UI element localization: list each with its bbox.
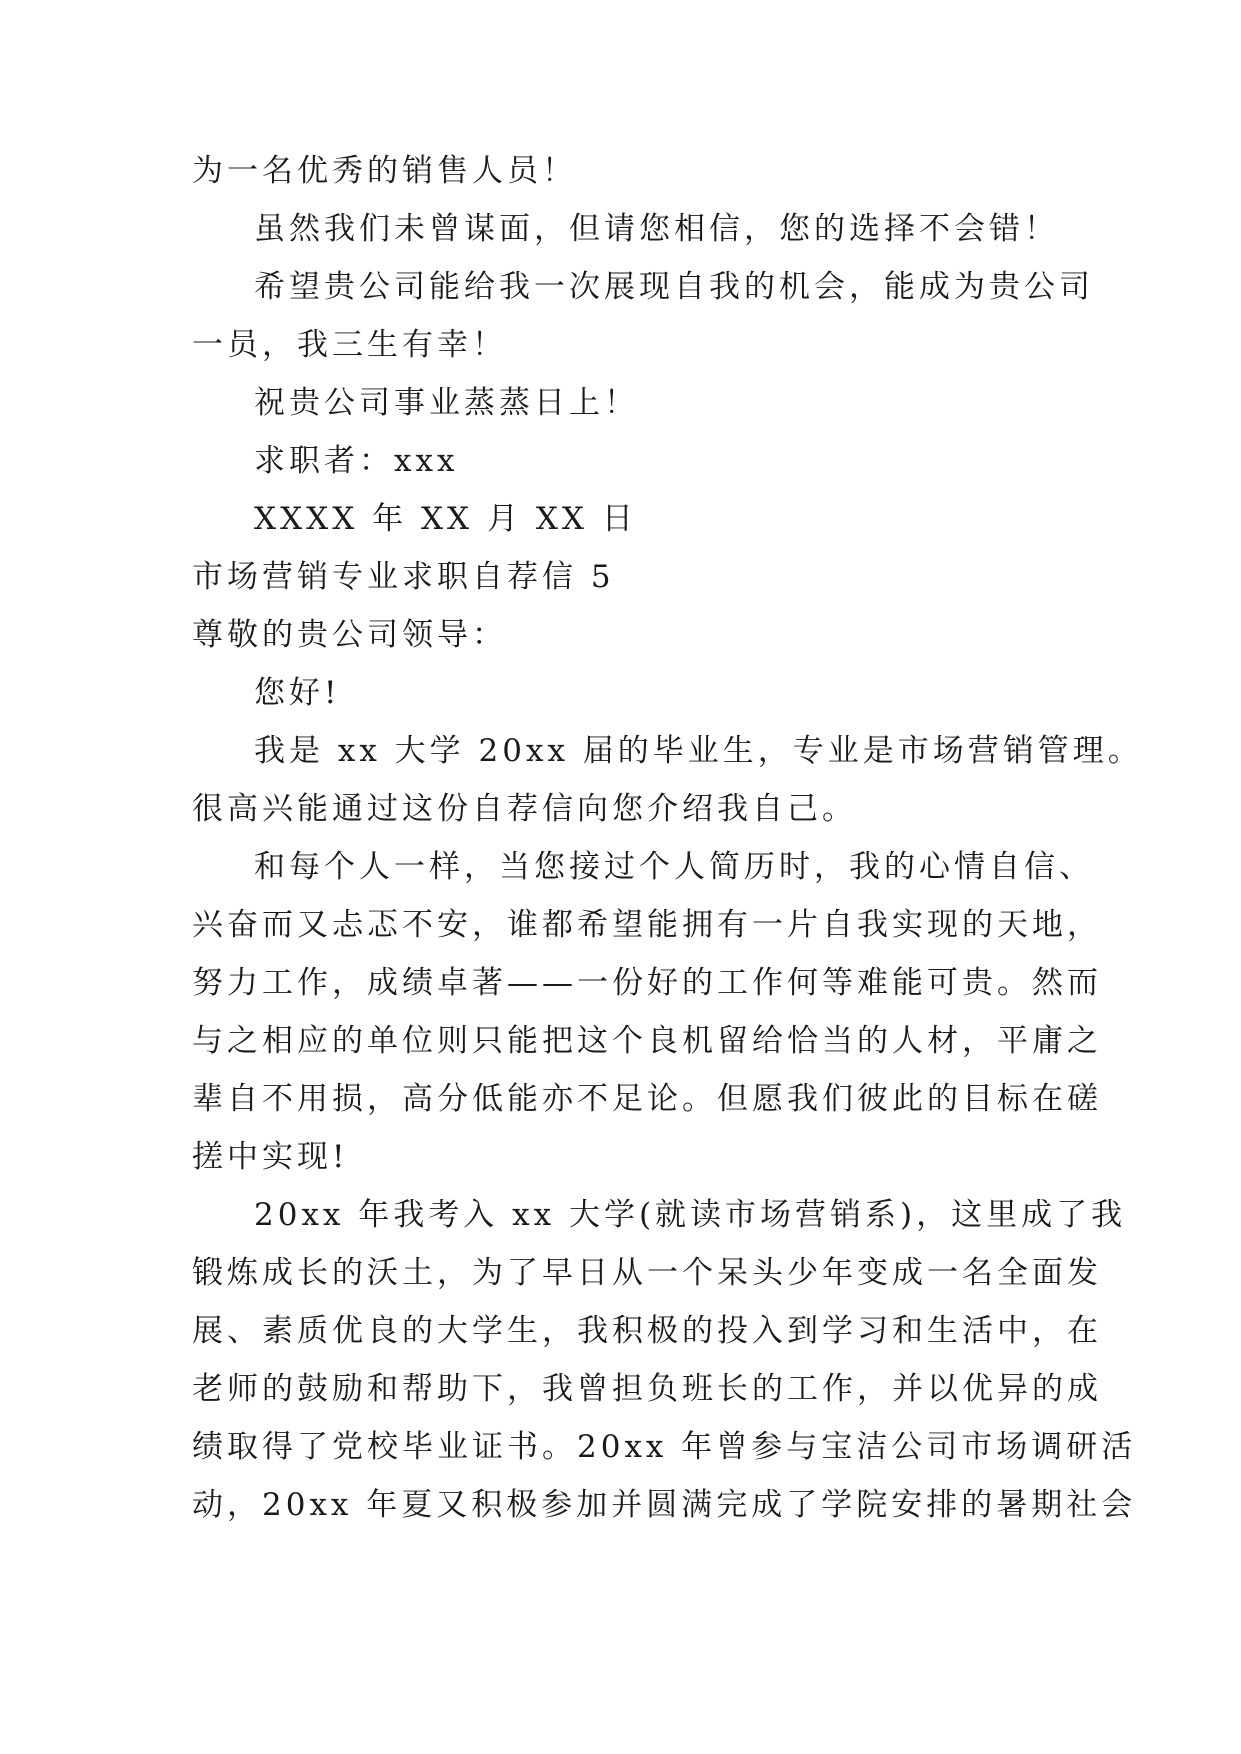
paragraph-line: 与之相应的单位则只能把这个良机留给恰当的人材，平庸之 — [192, 1023, 1102, 1059]
paragraph-line: 为一名优秀的销售人员！ — [192, 153, 577, 189]
section-title: 市场营销专业求职自荐信 5 — [192, 559, 615, 595]
closing-wish: 祝贵公司事业蒸蒸日上！ — [254, 385, 639, 421]
paragraph-line: 搓中实现! — [192, 1139, 349, 1175]
paragraph-line: 我是 xx 大学 20xx 届的毕业生，专业是市场营销管理。 — [254, 733, 1143, 769]
paragraph-line: 一员，我三生有幸！ — [192, 327, 507, 363]
paragraph-line: 很高兴能通过这份自荐信向您介绍我自己。 — [192, 791, 857, 827]
paragraph-line: 和每个人一样，当您接过个人简历时，我的心情自信、 — [254, 849, 1094, 885]
paragraph-line: 努力工作，成绩卓著——一份好的工作何等难能可贵。然而 — [192, 965, 1102, 1001]
paragraph-line: 辈自不用损，高分低能亦不足论。但愿我们彼此的目标在磋 — [192, 1081, 1102, 1117]
salutation: 尊敬的贵公司领导： — [192, 617, 507, 653]
paragraph-line: 兴奋而又忐忑不安，谁都希望能拥有一片自我实现的天地， — [192, 907, 1102, 943]
paragraph-line: 20xx 年我考入 xx 大学(就读市场营销系)，这里成了我 — [254, 1197, 1127, 1233]
letter-body — [192, 142, 1143, 1534]
paragraph-line: 虽然我们未曾谋面，但请您相信，您的选择不会错！ — [254, 211, 1059, 247]
date-line: XXXX 年 XX 月 XX 日 — [254, 501, 637, 537]
greeting: 您好! — [254, 675, 341, 711]
paragraph-line: 希望贵公司能给我一次展现自我的机会，能成为贵公司 — [254, 269, 1094, 305]
paragraph-line: 动，20xx 年夏又积极参加并圆满完成了学院安排的暑期社会 — [192, 1487, 1137, 1523]
paragraph-line: 绩取得了党校毕业证书。20xx 年曾参与宝洁公司市场调研活 — [192, 1429, 1137, 1465]
signature-line: 求职者：xxx — [254, 443, 459, 479]
paragraph-line: 展、素质优良的大学生，我积极的投入到学习和生活中，在 — [192, 1313, 1102, 1349]
paragraph-line: 锻炼成长的沃土，为了早日从一个呆头少年变成一名全面发 — [192, 1255, 1102, 1291]
paragraph-line: 老师的鼓励和帮助下，我曾担负班长的工作，并以优异的成 — [192, 1371, 1102, 1407]
